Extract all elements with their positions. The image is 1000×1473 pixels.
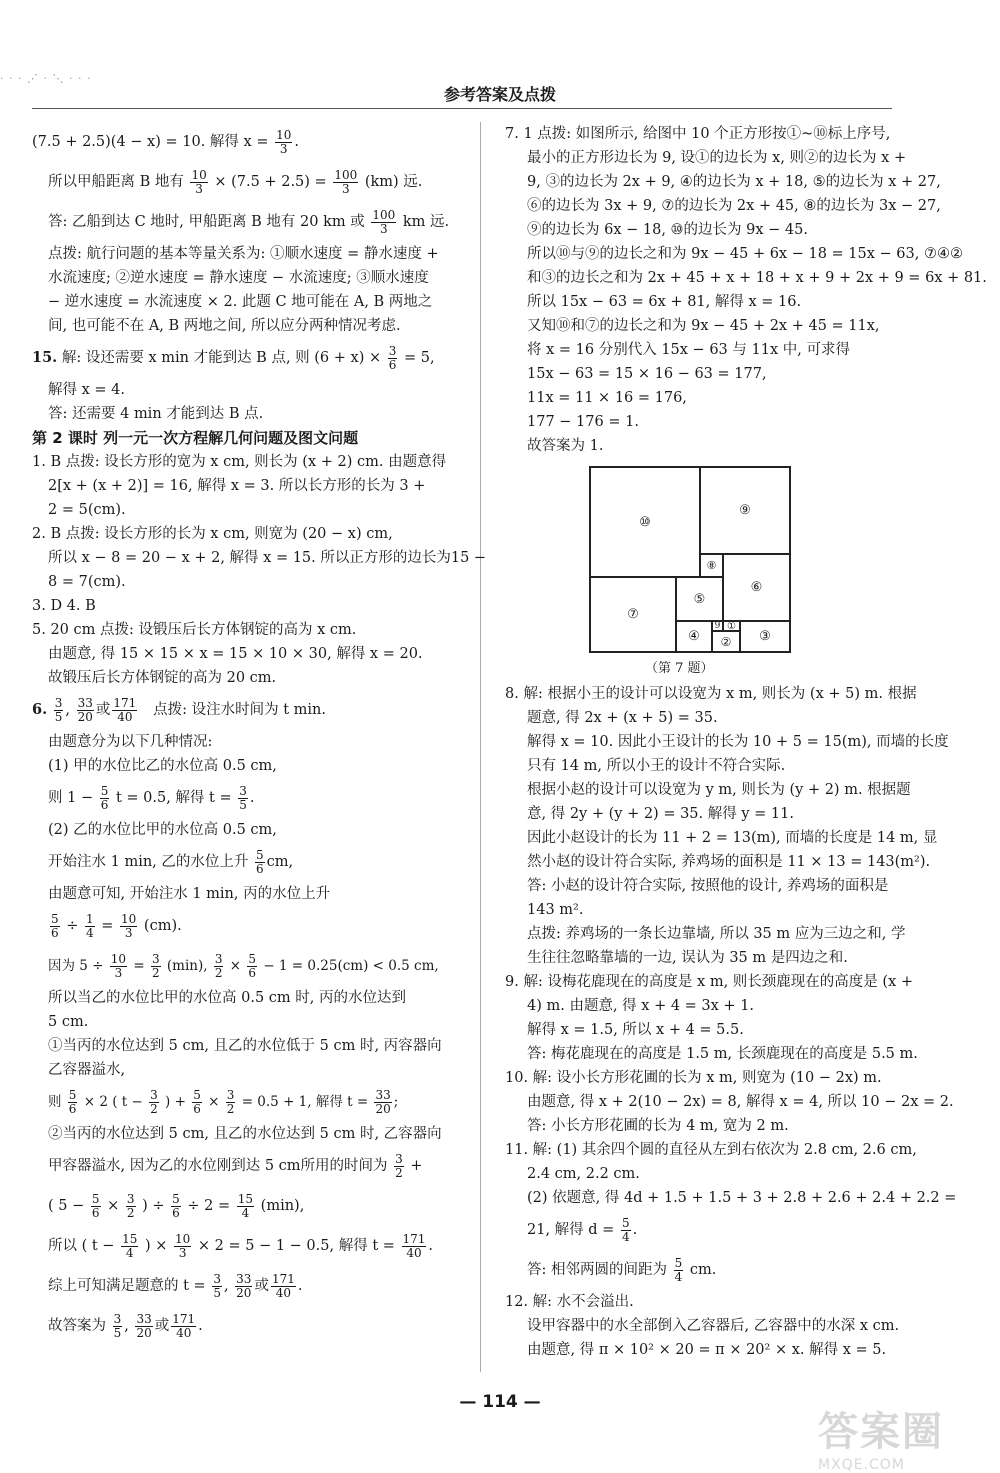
text-line: 因此小赵设计的长为 11 + 2 = 13(m), 而墙的长度是 14 m, 显 (527, 830, 938, 846)
fraction: $\frac{3}{2}$ (151, 952, 160, 980)
text-line: ①当丙的水位达到 5 cm, 且乙的水位低于 5 cm 时, 丙容器向 (48, 1038, 442, 1054)
text-line: 因为 5 ÷ $\frac{10}{3}$ = $\frac{3}{2}$ (min), $\frac{3}{2}$ × $\frac{5}{6}$ − 1 = 0.25(cm) < 0.5 cm, (48, 952, 439, 980)
fraction: $\frac{100}{3}$ (334, 167, 358, 196)
text-line: 故答案为 1. (527, 438, 604, 454)
text-line: 故答案为 $\frac{3}{5}$ , $\frac{33}{20}$ 或 $\frac{171}{40}$ . (48, 1311, 203, 1340)
text-line: 水流速度; ②逆水速度 = 静水速度 − 水流速度; ③顺水速度 (48, 270, 429, 286)
text-line: 由题意可知, 开始注水 1 min, 丙的水位上升 (48, 886, 331, 902)
text-line: 2 = 5(cm). (48, 502, 126, 518)
fraction: $\frac{33}{20}$ (136, 1311, 152, 1340)
text-line: 意, 得 2y + (y + 2) = 35. 解得 y = 11. (527, 806, 794, 822)
column-divider (480, 122, 481, 1372)
text-line: 答: 还需要 4 min 才能到达 B 点. (48, 406, 264, 422)
section-heading: 第 2 课时 列一元一次方程解几何问题及图文问题 (32, 429, 359, 447)
text-line: ⑨的边长为 6x − 18, ⑩的边长为 9x − 45. (527, 222, 808, 238)
text-line: 所以当乙的水位比甲的水位高 0.5 cm 时, 丙的水位达到 (48, 990, 406, 1006)
text-line: 5 cm. (48, 1014, 89, 1030)
fraction: $\frac{3}{2}$ (214, 952, 223, 980)
text-line: 则 1 − $\frac{5}{6}$ t = 0.5, 解得 t = $\frac{3}{5}$ . (48, 783, 255, 812)
text-line: (1) 甲的水位比乙的水位高 0.5 cm, (48, 758, 277, 774)
text-line: 所以 x − 8 = 20 − x + 2, 解得 x = 15. 所以正方形的边长为15 − (48, 550, 487, 566)
square-7: ⑦ (590, 577, 676, 652)
fraction: $\frac{5}{6}$ (100, 783, 109, 812)
question-6: 6. $\frac{3}{5}$ , $\frac{33}{20}$ 或 $\frac{171}{40}$ 点拨: 设注水时间为 t min. (32, 695, 326, 724)
fraction: $\frac{3}{2}$ (126, 1191, 135, 1220)
text-line: 题意, 得 2x + (x + 5) = 35. (527, 710, 718, 726)
text-line: 177 − 176 = 1. (527, 414, 639, 430)
fraction: $\frac{5}{6}$ (91, 1191, 100, 1220)
text-line: 11x = 11 × 16 = 176, (527, 390, 687, 406)
question-10: 10. 解: 设小长方形花圃的长为 x m, 则宽为 (10 − 2x) m. (505, 1070, 882, 1086)
fraction: $\frac{3}{6}$ (388, 343, 397, 372)
question-12: 12. 解: 水不会溢出. (505, 1294, 634, 1310)
text-line: ②当丙的水位达到 5 cm, 且乙的水位达到 5 cm 时, 乙容器向 (48, 1126, 442, 1142)
watermark (818, 1400, 978, 1473)
text-line: 乙容器溢水, (48, 1062, 126, 1078)
watermark-main: 答案圈 (818, 1409, 944, 1455)
text-line: 答: 小长方形花圃的长为 4 m, 宽为 2 m. (527, 1118, 789, 1134)
fraction: $\frac{5}{4}$ (621, 1215, 630, 1244)
square-8: ⑧ (700, 554, 723, 577)
question-5: 5. 20 cm 点拨: 设锻压后长方体钢锭的高为 x cm. (32, 622, 357, 638)
right-column (505, 122, 987, 1362)
text-line: 9, ③的边长为 2x + 9, ④的边长为 x + 18, ⑤的边长为 x + 27, (527, 174, 941, 190)
question-2: 2. B 点拨: 设长方形的长为 x cm, 则宽为 (20 − x) cm, (32, 526, 393, 542)
text-line: 和③的边长之和为 2x + 45 + x + 18 + x + 9 + 2x + 9 = 6x + 81. (527, 270, 987, 286)
square-6: ⑥ (723, 554, 790, 621)
fraction: $\frac{33}{20}$ (375, 1088, 391, 1116)
squares-figure (589, 466, 791, 653)
fraction: $\frac{5}{6}$ (68, 1088, 77, 1116)
text-line: 答: 相邻两圆的间距为 $\frac{5}{4}$ cm. (527, 1255, 717, 1284)
fraction: $\frac{171}{40}$ (402, 1231, 426, 1260)
text-line: 点拨: 航行问题的基本等量关系为: ①顺水速度 = 静水速度 + (48, 246, 439, 262)
text-line: 点拨: 养鸡场的一条长边靠墙, 所以 35 m 应为三边之和, 学 (527, 926, 906, 942)
text-line: 综上可知满足题意的 t = $\frac{3}{5}$ , $\frac{33}{20}$ 或 $\frac{171}{40}$ . (48, 1271, 303, 1300)
fraction: $\frac{10}{3}$ (191, 167, 207, 196)
text-line: − 逆水速度 = 水流速度 × 2. 此题 C 地可能在 A, B 两地之 (48, 294, 433, 310)
text-line: 开始注水 1 min, 乙的水位上升 $\frac{5}{6}$ cm, (48, 847, 294, 876)
fraction: $\frac{3}{5}$ (54, 695, 63, 724)
square-9: ⑨ (700, 467, 790, 554)
text-line: 又知⑩和⑦的边长之和为 9x − 45 + 2x + 45 = 11x, (527, 318, 880, 334)
text-line: 解得 x = 1.5, 所以 x + 4 = 5.5. (527, 1022, 744, 1038)
text-line: 则 $\frac{5}{6}$ × 2 ( t − $\frac{3}{2}$ ) + $\frac{5}{6}$ × $\frac{3}{2}$ = 0.5 + 1, 解得 t = $\frac{33}{20}$ ; (48, 1088, 399, 1116)
text-line: 所以⑩与⑨的边长之和为 9x − 45 + 6x − 18 = 15x − 63, ⑦④② (527, 246, 963, 262)
text-line: 21, 解得 d = $\frac{5}{4}$ . (527, 1215, 638, 1244)
text-line: 设甲容器中的水全部倒入乙容器后, 乙容器中的水深 x cm. (527, 1318, 900, 1334)
page-number: — 114 — (459, 1392, 541, 1412)
page-title: 参考答案及点拨 (443, 85, 556, 104)
text-line: 所以甲船距离 B 地有 $\frac{10}{3}$ × (7.5 + 2.5) = $\frac{100}{3}$ (km) 远. (48, 167, 423, 196)
text-line: (2) 乙的水位比甲的水位高 0.5 cm, (48, 822, 277, 838)
fraction: $\frac{3}{5}$ (213, 1271, 221, 1300)
fraction: $\frac{3}{2}$ (150, 1088, 158, 1116)
fraction: $\frac{10}{3}$ (175, 1231, 191, 1260)
fraction: $\frac{10}{3}$ (110, 952, 127, 980)
fraction: $\frac{171}{40}$ (113, 695, 137, 724)
fraction: $\frac{3}{5}$ (239, 783, 247, 812)
text-line: 143 m². (527, 902, 584, 918)
fraction: $\frac{5}{4}$ (674, 1255, 683, 1284)
text-line: 由题意分为以下几种情况: (48, 734, 213, 750)
fraction: $\frac{3}{2}$ (395, 1151, 403, 1180)
text-line: 由题意, 得 x + 2(10 − 2x) = 8, 解得 x = 4, 所以 10 − 2x = 2. (527, 1094, 954, 1110)
fraction: $\frac{5}{6}$ (248, 952, 257, 980)
fraction: $\frac{1}{4}$ (86, 911, 94, 940)
text-line: 故锻压后长方体钢锭的高为 20 cm. (48, 670, 277, 686)
text-line: 然小赵的设计符合实际, 养鸡场的面积是 11 × 13 = 143(m²). (527, 854, 931, 870)
square-4: ④ (676, 621, 712, 652)
question-7: 7. 1 点拨: 如图所示, 给图中 10 个正方形按①~⑩标上序号, (505, 126, 891, 142)
text-line: 所以 15x − 63 = 6x + 81, 解得 x = 16. (527, 294, 802, 310)
text-line: 8 = 7(cm). (48, 574, 126, 590)
text-line: 2[x + (x + 2)] = 16, 解得 x = 3. 所以长方形的长为 3 + (48, 478, 426, 494)
scan-noise: · · · ⋰ · ⋱ · · · (0, 72, 92, 85)
text-line: $\frac{5}{6}$ ÷ $\frac{1}{4}$ = $\frac{10}{3}$ (cm). (51, 911, 182, 940)
fraction: $\frac{15}{4}$ (237, 1191, 254, 1220)
fraction: $\frac{5}{6}$ (51, 911, 59, 940)
fraction: $\frac{3}{5}$ (113, 1311, 122, 1340)
fraction: $\frac{33}{20}$ (77, 695, 93, 724)
text-line: 15x − 63 = 15 × 16 − 63 = 177, (527, 366, 767, 382)
fraction: $\frac{171}{40}$ (271, 1271, 295, 1300)
square-0: 9 (712, 621, 723, 631)
square-5: ⑤ (676, 577, 723, 621)
square-10: ⑩ (590, 467, 700, 577)
text-line: ⑥的边长为 3x + 9, ⑦的边长为 2x + 45, ⑧的边长为 3x − 27, (527, 198, 941, 214)
text-line: 间, 也可能不在 A, B 两地之间, 所以应分两种情况考虑. (48, 318, 401, 334)
watermark-url: MXQE.COM (818, 1457, 905, 1473)
fraction: $\frac{15}{4}$ (122, 1231, 138, 1260)
text-line: 答: 小赵的设计符合实际, 按照他的设计, 养鸡场的面积是 (527, 878, 889, 894)
text-line: 由题意, 得 15 × 15 × x = 15 × 10 × 30, 解得 x = 20. (48, 646, 423, 662)
question-9: 9. 解: 设梅花鹿现在的高度是 x m, 则长颈鹿现在的高度是 (x + (505, 974, 914, 990)
fraction: $\frac{5}{6}$ (256, 847, 264, 876)
fraction: $\frac{100}{3}$ (372, 207, 396, 236)
header-rule (32, 108, 892, 109)
square-1: ① (723, 621, 740, 631)
text-line: 只有 14 m, 所以小王的设计不符合实际. (527, 758, 786, 774)
fraction: $\frac{10}{3}$ (276, 127, 292, 156)
question-3-4: 3. D 4. B (32, 598, 96, 614)
fraction: $\frac{10}{3}$ (121, 911, 137, 940)
question-1: 1. B 点拨: 设长方形的宽为 x cm, 则长为 (x + 2) cm. 由题意得 (32, 454, 447, 470)
square-2: ② (712, 631, 740, 652)
question-11: 11. 解: (1) 其余四个圆的直径从左到右依次为 2.8 cm, 2.6 cm, (505, 1142, 917, 1158)
question-8: 8. 解: 根据小王的设计可以设宽为 x m, 则长为 (x + 5) m. 根据 (505, 686, 917, 702)
text-line: 将 x = 16 分别代入 15x − 63 与 11x 中, 可求得 (527, 342, 850, 358)
text-line: 答: 梅花鹿现在的高度是 1.5 m, 长颈鹿现在的高度是 5.5 m. (527, 1046, 918, 1062)
text-line: 答: 乙船到达 C 地时, 甲船距离 B 地有 20 km 或 $\frac{100}{3}$ km 远. (48, 207, 450, 236)
figure-caption: （第 7 题） (645, 661, 714, 676)
text-line: 4) m. 由题意, 得 x + 4 = 3x + 1. (527, 998, 755, 1014)
fraction: $\frac{171}{40}$ (172, 1311, 196, 1340)
fraction: $\frac{3}{2}$ (226, 1088, 235, 1116)
fraction: $\frac{33}{20}$ (236, 1271, 252, 1300)
left-column (32, 122, 487, 1346)
text-line: 2.4 cm, 2.2 cm. (527, 1166, 640, 1182)
text-line: 最小的正方形边长为 9, 设①的边长为 x, 则②的边长为 x + (527, 150, 907, 166)
square-3: ③ (740, 621, 790, 652)
text-line: ( 5 − $\frac{5}{6}$ × $\frac{3}{2}$ ) ÷ $\frac{5}{6}$ ÷ 2 = $\frac{15}{4}$ (min), (48, 1191, 305, 1220)
fraction: $\frac{5}{6}$ (172, 1191, 180, 1220)
text-line: 解得 x = 4. (48, 382, 125, 398)
text-line: 所以 ( t − $\frac{15}{4}$ ) × $\frac{10}{3}$ × 2 = 5 − 1 − 0.5, 解得 t = $\frac{171}{40}$ . (48, 1231, 434, 1260)
question-15: 15. 解: 设还需要 x min 才能到达 B 点, 则 (6 + x) × $\frac{3}{6}$ = 5, (32, 343, 435, 372)
text-line: 生往往忽略靠墙的一边, 误认为 35 m 是四边之和. (527, 950, 848, 966)
text-line: 甲容器溢水, 因为乙的水位刚到达 5 cm所用的时间为 $\frac{3}{2}$ + (48, 1151, 423, 1180)
fraction: $\frac{5}{6}$ (193, 1088, 201, 1116)
text-line: (2) 依题意, 得 4d + 1.5 + 1.5 + 3 + 2.8 + 2.6 + 2.4 + 2.2 = (527, 1190, 957, 1206)
text-line: (7.5 + 2.5)(4 − x) = 10. 解得 x = $\frac{10}{3}$ . (32, 127, 299, 156)
page-header (0, 70, 1000, 110)
text-line: 解得 x = 10. 因此小王设计的长为 10 + 5 = 15(m), 而墙的长度 (527, 734, 949, 750)
text-line: 由题意, 得 π × 10² × 20 = π × 20² × x. 解得 x = 5. (527, 1342, 887, 1358)
text-line: 根据小赵的设计可以设宽为 y m, 则长为 (y + 2) m. 根据题 (527, 782, 911, 798)
